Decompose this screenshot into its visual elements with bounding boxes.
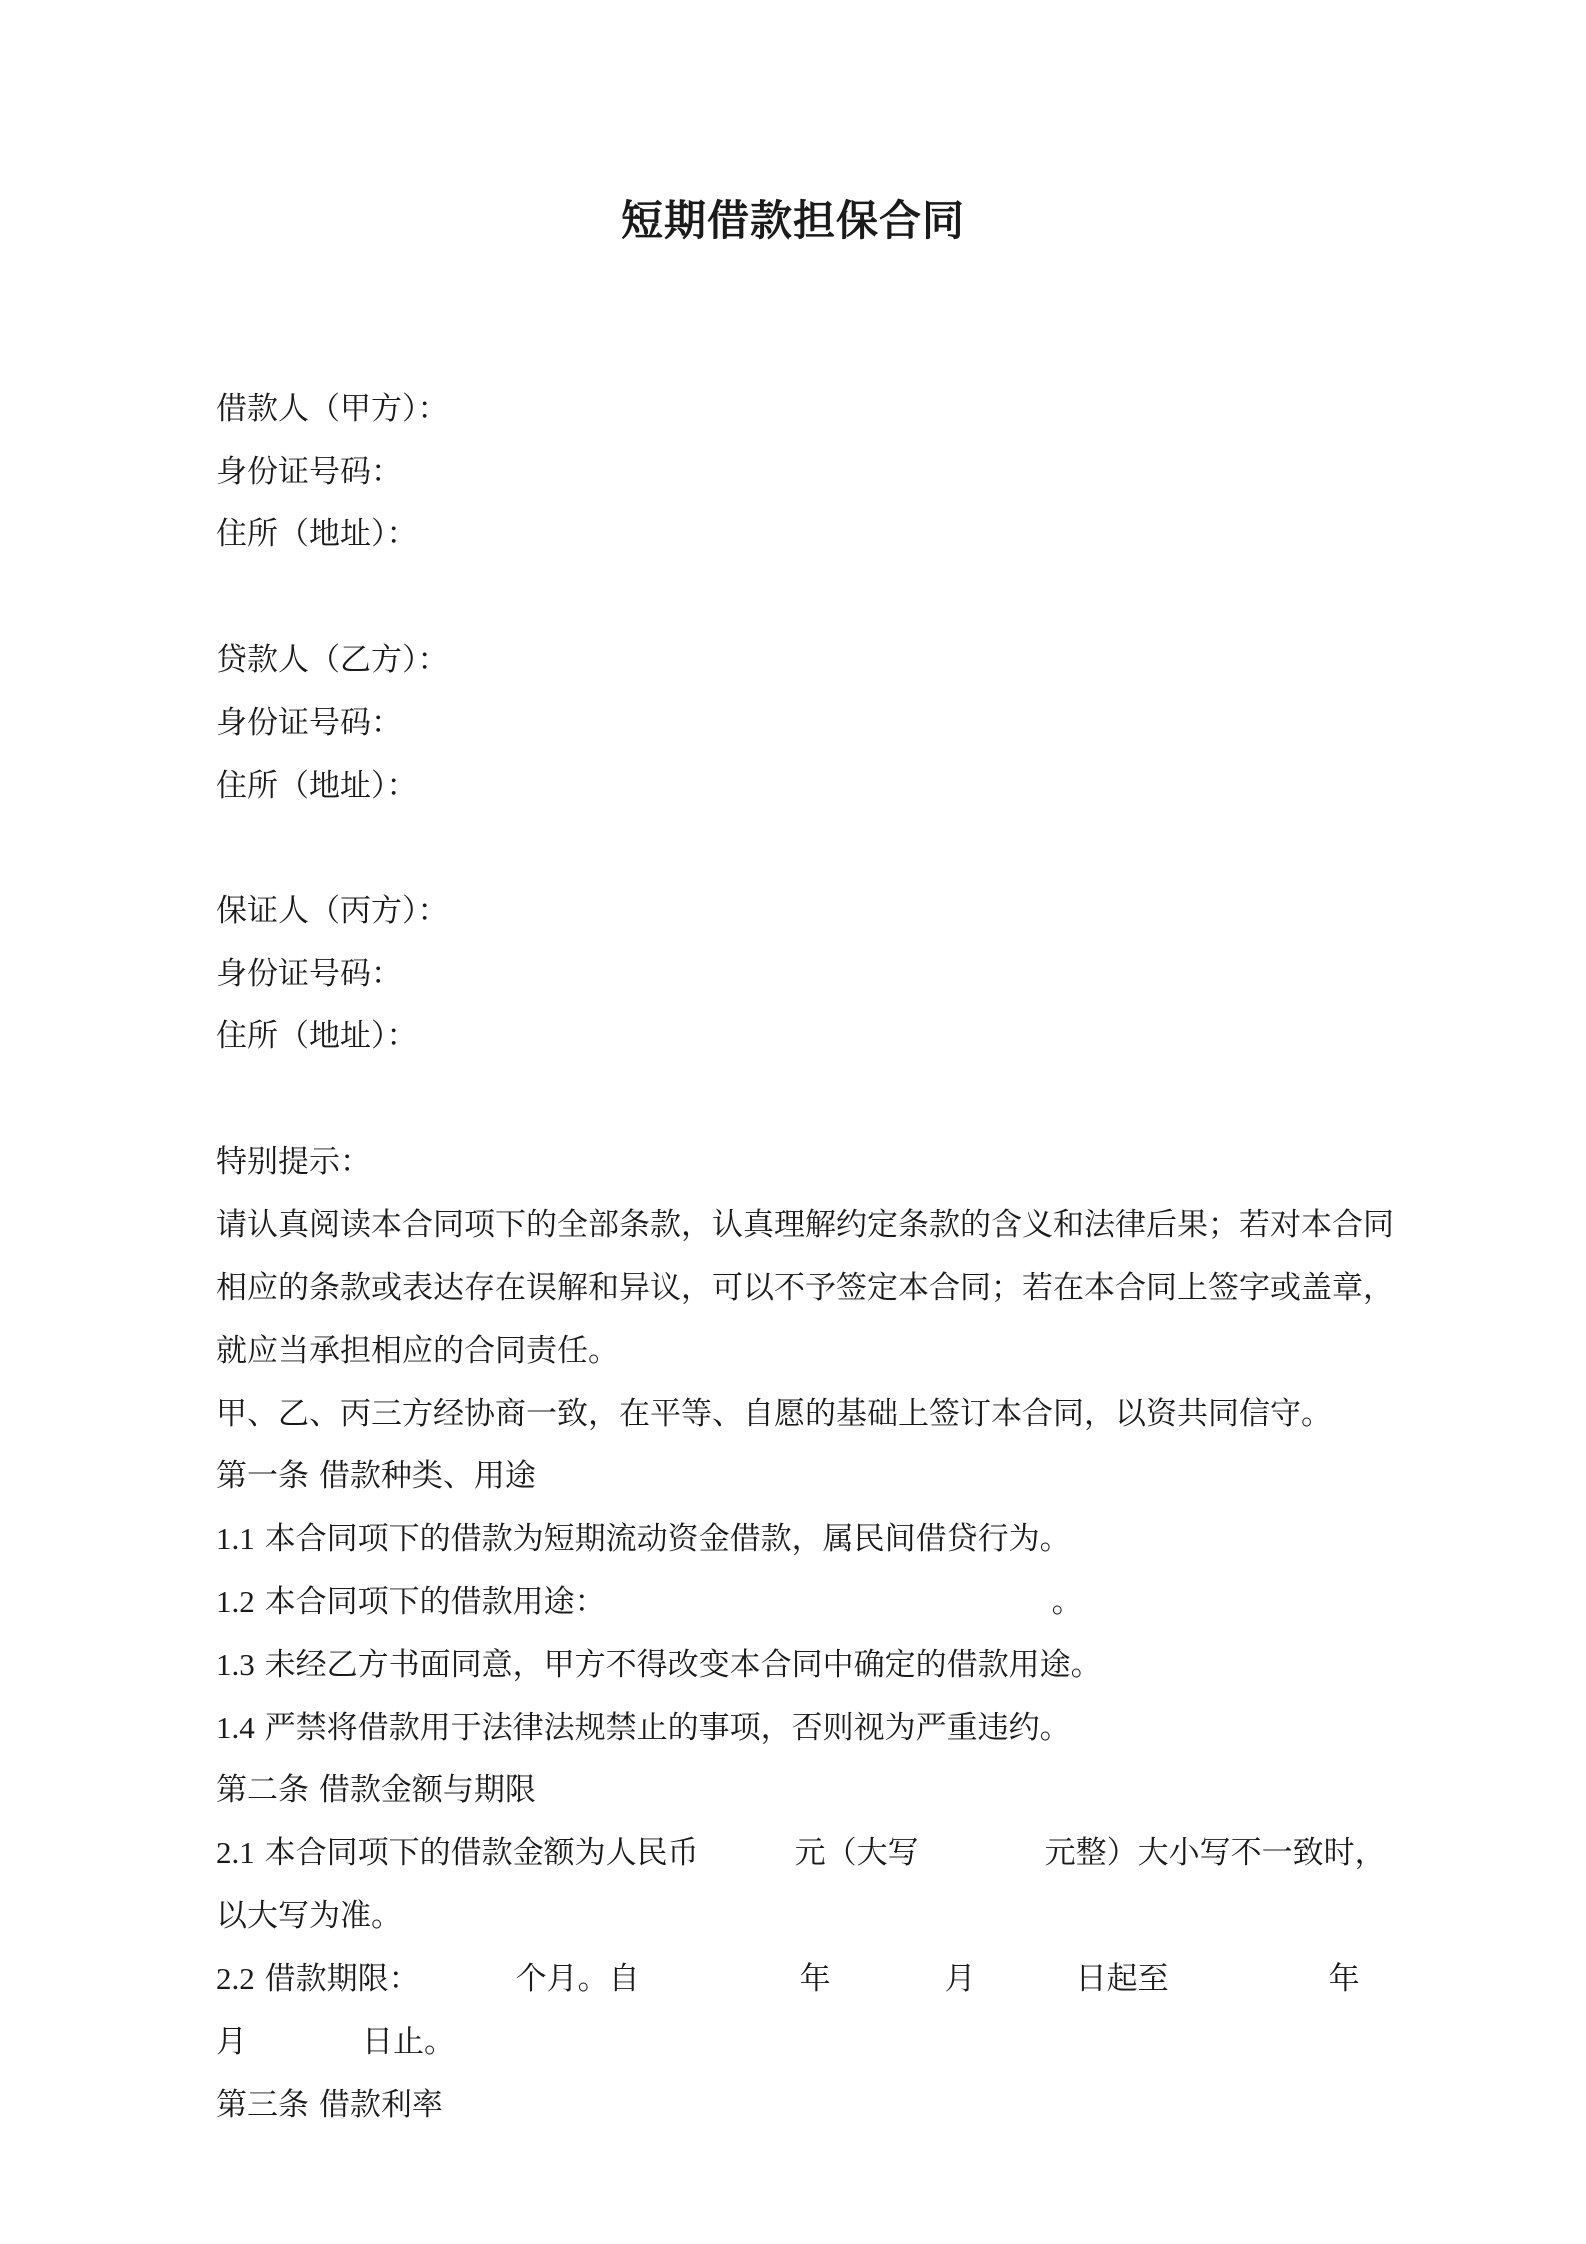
clause-number: 2.2 [216,1961,255,1996]
article-1-heading: 第一条 借款种类、用途 [216,1458,536,1494]
clause-1-2 [216,1582,1083,1622]
clause-text: 本合同项下的借款为短期流动资金借款，属民间借贷行为。 [254,1521,1071,1557]
clause-text: 年 [799,1961,831,1997]
notice-heading: 特别提示： [216,1144,371,1180]
clause-text: 严禁将借款用于法律法规禁止的事项，否则视为严重违约。 [254,1710,1071,1746]
clause-text: 元整）大小写不一致时， [1044,1835,1386,1871]
clause-1-1 [216,1519,1071,1559]
article-2-heading: 第二条 借款金额与期限 [216,1772,536,1808]
lender-party-label: 贷款人（乙方）： [216,642,449,678]
clause-text: 月 [944,1961,976,1997]
clause-2-2 [216,1959,1360,1999]
clause-text: 借款期限： [254,1961,420,1997]
clause-1-3 [216,1645,1102,1685]
lender-id-label: 身份证号码： [216,705,402,741]
clause-2-1 [216,1833,1386,1873]
clause-2-2-continued [216,2022,455,2062]
borrower-id-label: 身份证号码： [216,454,402,490]
clause-text: 元（大写 [794,1835,919,1871]
borrower-party-label: 借款人（甲方）： [216,391,449,427]
clause-text: 本合同项下的借款用途： [254,1584,606,1620]
article-3-heading: 第三条 借款利率 [216,2087,443,2123]
clause-2-1-continued: 以大写为准。 [216,1898,402,1934]
clause-text: 个月。自 [515,1961,640,1997]
agreement-statement: 甲、乙、丙三方经协商一致，在平等、自愿的基础上签订本合同，以资共同信守。 [216,1396,1332,1432]
clause-text: 年 [1328,1961,1360,1997]
clause-number: 1.2 [216,1584,255,1619]
clause-text: 日起至 [1075,1961,1169,1997]
document-title: 短期借款担保合同 [620,196,965,245]
clause-text: 未经乙方书面同意，甲方不得改变本合同中确定的借款用途。 [254,1647,1102,1683]
notice-text-line-1: 请认真阅读本合同项下的全部条款，认真理解约定条款的含义和法律后果；若对本合同 [216,1207,1394,1243]
clause-number: 1.3 [216,1647,255,1682]
clause-number: 2.1 [216,1835,255,1870]
borrower-address-label: 住所（地址）： [216,516,418,552]
notice-text-line-2: 相应的条款或表达存在误解和异议，可以不予签定本合同；若在本合同上签字或盖章， [216,1270,1394,1306]
clause-number: 1.1 [216,1521,255,1556]
guarantor-party-label: 保证人（丙方）： [216,893,449,929]
clause-1-4 [216,1708,1071,1748]
clause-number: 1.4 [216,1710,255,1745]
guarantor-address-label: 住所（地址）： [216,1018,418,1054]
notice-text-line-3: 就应当承担相应的合同责任。 [216,1333,619,1369]
clause-end-mark: 。 [1051,1584,1083,1620]
clause-text: 本合同项下的借款金额为人民币 [254,1835,699,1871]
lender-address-label: 住所（地址）： [216,768,418,804]
guarantor-id-label: 身份证号码： [216,956,402,992]
clause-text: 日止。 [362,2024,455,2060]
clause-text: 月 [216,2024,247,2060]
